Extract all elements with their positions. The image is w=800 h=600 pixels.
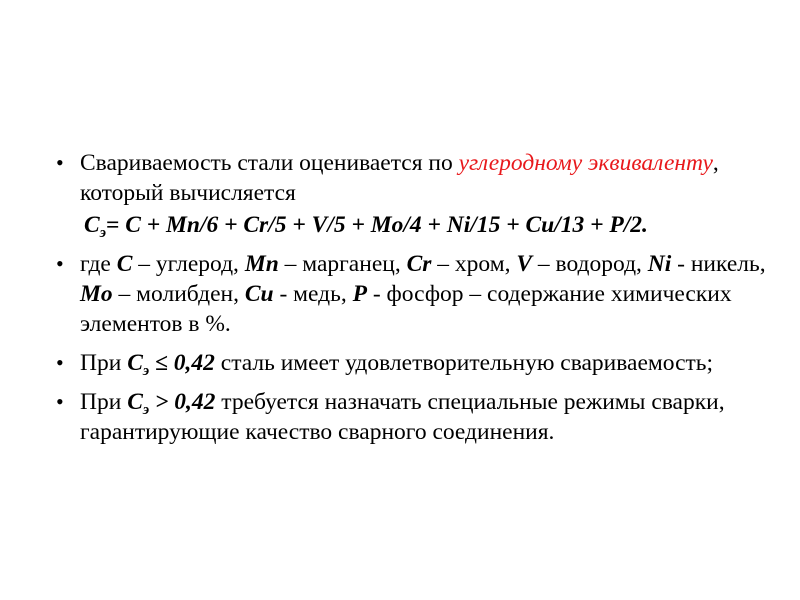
text: где: [80, 251, 117, 277]
bullet-item-satisfactory-condition: [50, 348, 770, 378]
text: – углерод,: [132, 251, 245, 277]
text: требуется назначать специальные режимы сварки, гарантирующие качество сварного соединения.: [80, 389, 725, 445]
element-symbol: Ni: [647, 251, 672, 277]
text: – водород,: [532, 251, 648, 277]
text: При: [80, 389, 128, 415]
carbon-equivalent-formula: [80, 210, 770, 240]
element-symbol: Mn: [244, 251, 279, 277]
condition-value: ≤ 0,42: [149, 350, 215, 376]
formula-symbol: С: [84, 212, 100, 238]
text: - медь,: [273, 281, 353, 307]
text: – молибден,: [112, 281, 245, 307]
text: При: [80, 350, 128, 376]
condition: [127, 389, 216, 418]
element-symbol: V: [516, 251, 533, 277]
element-symbol: Mo: [80, 281, 113, 307]
condition-subscript: э: [142, 402, 150, 418]
text: Свариваемость стали оценивается по: [80, 150, 459, 176]
text: - фосфор – содержание химических элементов в %.: [80, 281, 732, 337]
condition: [127, 350, 215, 379]
text: - никель,: [671, 251, 766, 277]
bullet-item-weldability-definition: [50, 148, 770, 240]
text: – марганец,: [278, 251, 407, 277]
condition-symbol: С: [127, 389, 143, 415]
condition-symbol: С: [127, 350, 143, 376]
condition-subscript: э: [142, 363, 150, 379]
highlighted-term: углеродному эквиваленту: [458, 150, 713, 176]
condition-value: > 0,42: [149, 389, 216, 415]
formula-subscript: э: [99, 225, 106, 241]
formula-expression: = С + Mn/6 + Cr/5 + V/5 + Mo/4 + Ni/15 + Cu/13 + P/2.: [105, 212, 648, 238]
text: сталь имеет удовлетворительную свариваемость;: [214, 350, 714, 376]
element-symbol: Cr: [406, 251, 432, 277]
element-symbol: P: [352, 281, 367, 307]
bullet-item-special-modes-condition: [50, 387, 770, 447]
bullet-item-element-legend: [50, 249, 770, 339]
bullet-list: [50, 148, 770, 456]
text: , который вычисляется: [80, 150, 719, 206]
text: – хром,: [431, 251, 517, 277]
element-symbol: Cu: [244, 281, 274, 307]
element-symbol: С: [116, 251, 133, 277]
